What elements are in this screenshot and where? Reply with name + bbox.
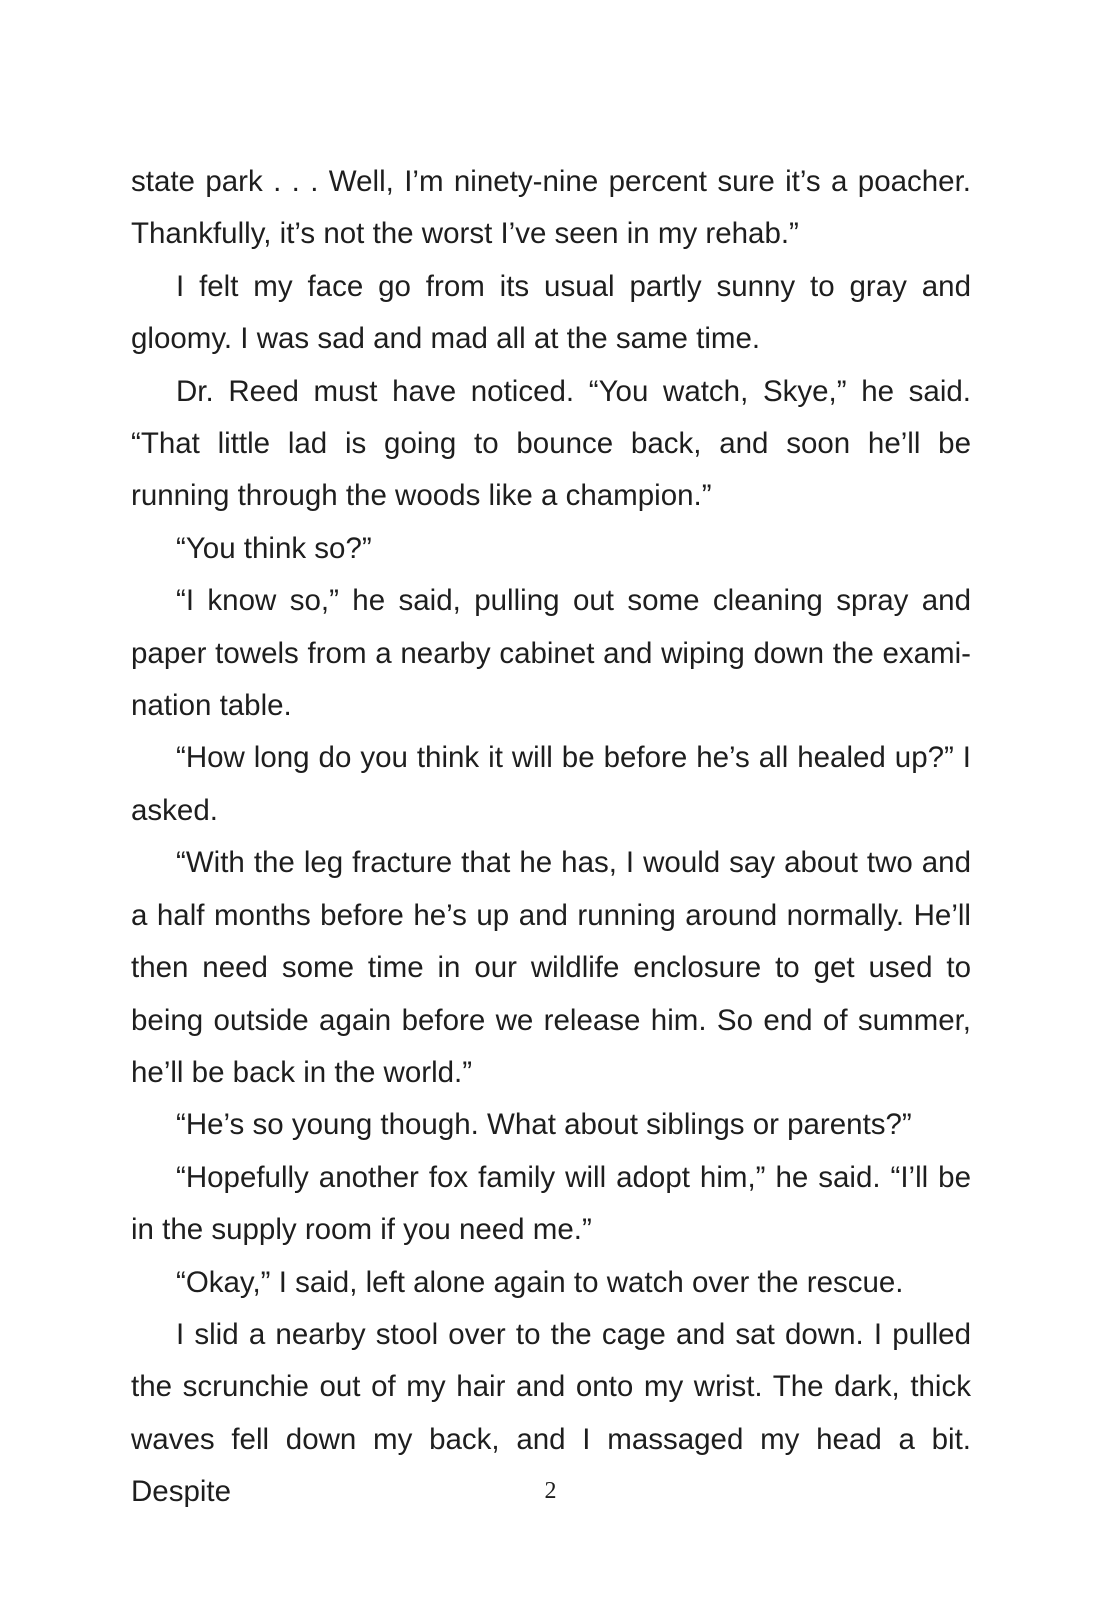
body-text	[131, 156, 971, 1519]
paragraph: “He’s so young though. What about siblings or parents?”	[176, 1108, 912, 1142]
paragraph: “Hopefully another fox family will adopt him,” he said. “I’ll be in the supply room if you need me.”	[131, 1160, 971, 1247]
paragraph: “Okay,” I said, left alone again to watch over the rescue.	[176, 1265, 904, 1299]
paragraph: “With the leg fracture that he has, I would say about two and a half months before he’s up and running around normally. He’ll then need some time in our wildlife enclosure to get used to being outside again before we release him. So end of summer, he’ll be back in the world.”	[131, 846, 971, 1089]
paragraph-continuation: state park . . . Well, I’m ninety-nine percent sure it’s a poacher. Thankfully, it’s not the worst I’ve seen in my rehab.”	[131, 165, 971, 251]
paragraph: Dr. Reed must have noticed. “You watch, Skye,” he said. “That little lad is going to bounce back, and soon he’ll be running through the woods like a champion.”	[131, 374, 971, 513]
paragraph: “I know so,” he said, pulling out some cleaning spray and paper towels from a nearby cabinet and wiping down the examination table.	[131, 584, 971, 723]
paragraph: I felt my face go from its usual partly sunny to gray and gloomy. I was sad and mad all at the same time.	[131, 269, 971, 356]
paragraph: “How long do you think it will be before he’s all healed up?” I asked.	[131, 741, 971, 827]
page-number: 2	[544, 1478, 557, 1504]
paragraph: I slid a nearby stool over to the cage and sat down. I pulled the scrunchie out of my hair and onto my wrist. The dark, thick waves fell down my back, and I massaged my head a bit. Despite	[131, 1317, 971, 1509]
paragraph: “You think so?”	[176, 531, 372, 565]
